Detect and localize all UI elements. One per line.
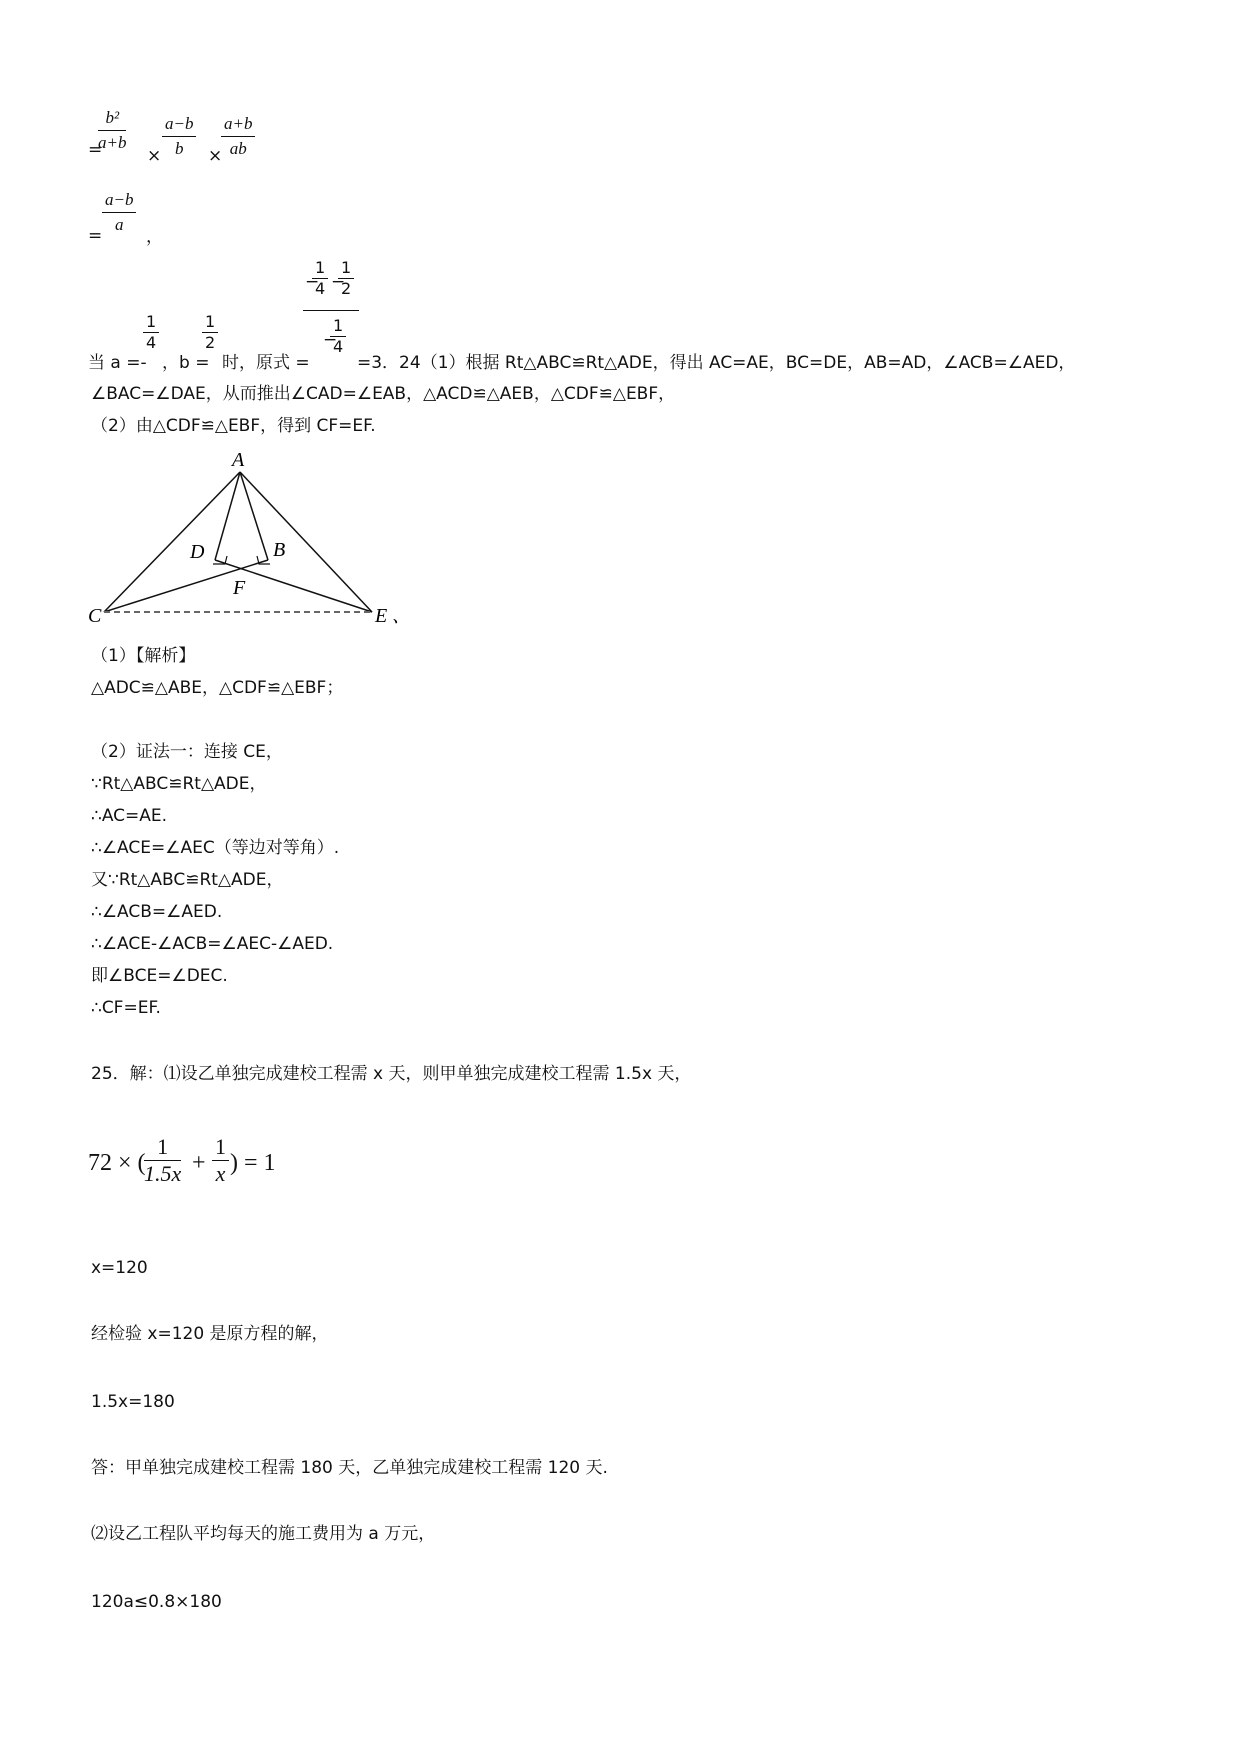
eval-main-fraction-bar bbox=[303, 310, 359, 311]
expr1-fraction-1: $\frac{\text{b²}}{a+b}$ bbox=[98, 108, 127, 152]
q25-check: 经检验 x=120 是原方程的解， bbox=[91, 1324, 329, 1344]
q25-x-value: x=120 bbox=[91, 1258, 148, 1278]
q24-line-3: （2）由△CDF≌△EBF，得到 CF=EF. bbox=[91, 416, 376, 436]
proof-line: ∴∠ACE=∠AEC（等边对等角）. bbox=[91, 838, 340, 858]
analysis-title: （1）【解析】 bbox=[91, 646, 196, 666]
label-e: E bbox=[375, 605, 388, 627]
proof-line: ∴∠ACB=∠AED. bbox=[91, 902, 223, 922]
proof-line: ∴∠ACE-∠ACB=∠AEC-∠AED. bbox=[91, 934, 334, 954]
eval-num-fraction-2: $\frac{1}{2}$ bbox=[338, 258, 354, 299]
expr1-times-1: × bbox=[147, 146, 162, 166]
proof-line: 又∵Rt△ABC≌Rt△ADE， bbox=[91, 870, 284, 890]
eval-text-1: 当 a =- bbox=[88, 353, 147, 373]
eval-a-fraction: $\frac{1}{4}$ bbox=[143, 312, 159, 353]
eval-den-fraction: $\frac{1}{4}$ bbox=[330, 316, 346, 357]
expr2-fraction: $\frac{a-b}{a}$ bbox=[102, 188, 136, 237]
segment-ab bbox=[240, 472, 268, 560]
expr1-equals: = bbox=[88, 140, 103, 160]
proof-line: ∴AC=AE. bbox=[91, 806, 168, 826]
proof-line: （2）证法一：连接 CE， bbox=[91, 742, 283, 762]
q25-calc: 1.5x=180 bbox=[91, 1392, 175, 1412]
eval-text-3: 时，原式 = bbox=[222, 353, 310, 373]
expr1-fraction-3: $\frac{a+b}{ab}$ bbox=[221, 112, 255, 161]
label-b: B bbox=[273, 539, 286, 561]
analysis-line: △ADC≌△ABE，△CDF≌△EBF； bbox=[91, 678, 344, 698]
expr2-equals: = bbox=[88, 226, 103, 246]
geometry-figure bbox=[80, 440, 420, 630]
q25-inequality: 120a≤0.8×180 bbox=[91, 1592, 222, 1612]
label-a: A bbox=[232, 449, 245, 471]
q25-eq-fraction-2: $\frac{1}{x}$ bbox=[212, 1134, 229, 1187]
proof-line: ∵Rt△ABC≌Rt△ADE， bbox=[91, 774, 267, 794]
segment-ae bbox=[240, 472, 372, 612]
expr2-comma: ， bbox=[146, 227, 163, 247]
q25-answer: 答：甲单独完成建校工程需 180 天，乙单独完成建校工程需 120 天. bbox=[91, 1458, 608, 1478]
q25-part2: ⑵设乙工程队平均每天的施工费用为 a 万元， bbox=[91, 1524, 436, 1544]
eval-text-2: ，b = bbox=[162, 353, 210, 373]
label-c: C bbox=[88, 605, 102, 627]
right-angle-b bbox=[257, 556, 270, 564]
q25-eq-fraction-1: $\frac{1}{1.5x}$ bbox=[144, 1134, 182, 1186]
expr1-times-2: × bbox=[208, 146, 223, 166]
q25-line-1: 25．解：⑴设乙单独完成建校工程需 x 天，则甲单独完成建校工程需 1.5x 天， bbox=[91, 1064, 692, 1084]
eval-num-fraction-1: $\frac{1}{4}$ bbox=[312, 258, 328, 299]
eval-b-fraction: $\frac{1}{2}$ bbox=[202, 312, 218, 353]
expr1-fraction-2: $\frac{a-b}{b}$ bbox=[162, 112, 196, 161]
eval-text-4: =3．24（1）根据 Rt△ABC≌Rt△ADE，得出 AC=AE，BC=DE，AB=AD，∠ACB=∠AED， bbox=[357, 353, 1076, 373]
proof-line: ∴CF=EF. bbox=[91, 998, 161, 1018]
q24-line-2: ∠BAC=∠DAE，从而推出∠CAD=∠EAB，△ACD≌△AEB，△CDF≌△EBF， bbox=[91, 384, 676, 404]
proof-line: 即∠BCE=∠DEC. bbox=[91, 966, 228, 986]
label-d: D bbox=[190, 541, 205, 563]
figure-trailing-mark: 、 bbox=[392, 606, 410, 626]
label-f: F bbox=[233, 577, 246, 599]
